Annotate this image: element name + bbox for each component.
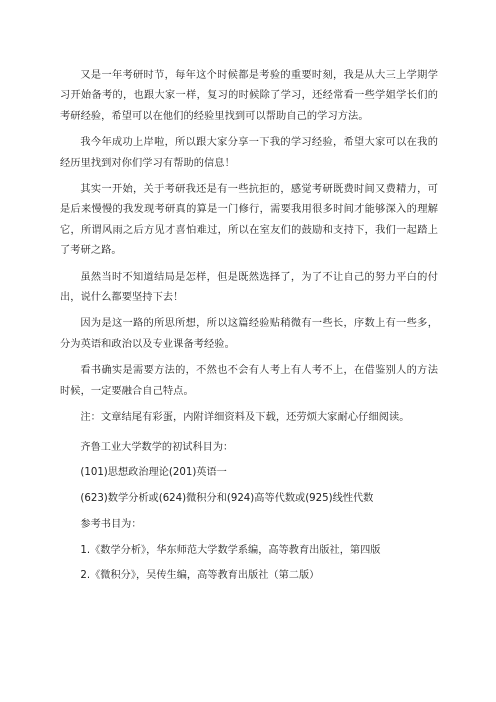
paragraph-structure: 因为是这一路的所思所想，所以这篇经验贴稍微有一些长，序数上有一些多，分为英语和政治以及专业课备考经验。 bbox=[60, 318, 438, 350]
paragraph-success: 我今年成功上岸啦，所以跟大家分享一下我的学习经验，希望大家可以在我的经历里找到对你们学习有帮助的信息！ bbox=[60, 137, 438, 169]
exam-subjects-line-1: (101)思想政治理论(201)英语一 bbox=[80, 467, 227, 479]
reference-book-1: 1.《数学分析》，华东师范大学数学系编，高等教育出版社，第四版 bbox=[80, 544, 381, 556]
paragraph-beginning: 其实一开始，关于考研我还是有一些抗拒的，感觉考研既费时间又费精力，可是后来慢慢的我发现考研真的算是一门修行，需要我用很多时间才能够深入的理解它，所谓风雨之后方见才喜怕难过，所以在室友们的鼓励和支持下，我们一起踏上了考研之路。 bbox=[60, 184, 438, 257]
paragraph-persistence: 虽然当时不知道结局是怎样，但是既然选择了，为了不让自己的努力平白的付出，说什么都要坚持下去！ bbox=[60, 271, 438, 304]
document-body bbox=[60, 66, 438, 589]
reference-book-2: 2.《微积分》，吴传生编，高等教育出版社（第二版） bbox=[80, 570, 320, 582]
exam-subjects-line-2: (623)数学分析或(624)微积分和(924)高等代数或(925)线性代数 bbox=[80, 493, 374, 505]
paragraph-intro: 又是一年考研时节，每年这个时候都是考验的重要时刻，我是从大三上学期学习开始备考的，也跟大家一样，复习的时候除了学习，还经常看一些学姐学长们的考研经验，希望可以在他们的经验里找到可以帮助自己的学习方法。 bbox=[60, 70, 438, 122]
paragraph-note: 注：文章结尾有彩蛋，内附详细资料及下载，还劳烦大家耐心仔细阅读。 bbox=[80, 412, 410, 424]
exam-subjects-heading: 齐鲁工业大学数学的初试科目为： bbox=[80, 441, 234, 453]
reference-books-heading: 参考书目为： bbox=[80, 518, 142, 530]
paragraph-method: 看书确实是需要方法的，不然也不会有人考上有人考不上，在借鉴别人的方法时候，一定要融合自己特点。 bbox=[60, 365, 438, 397]
